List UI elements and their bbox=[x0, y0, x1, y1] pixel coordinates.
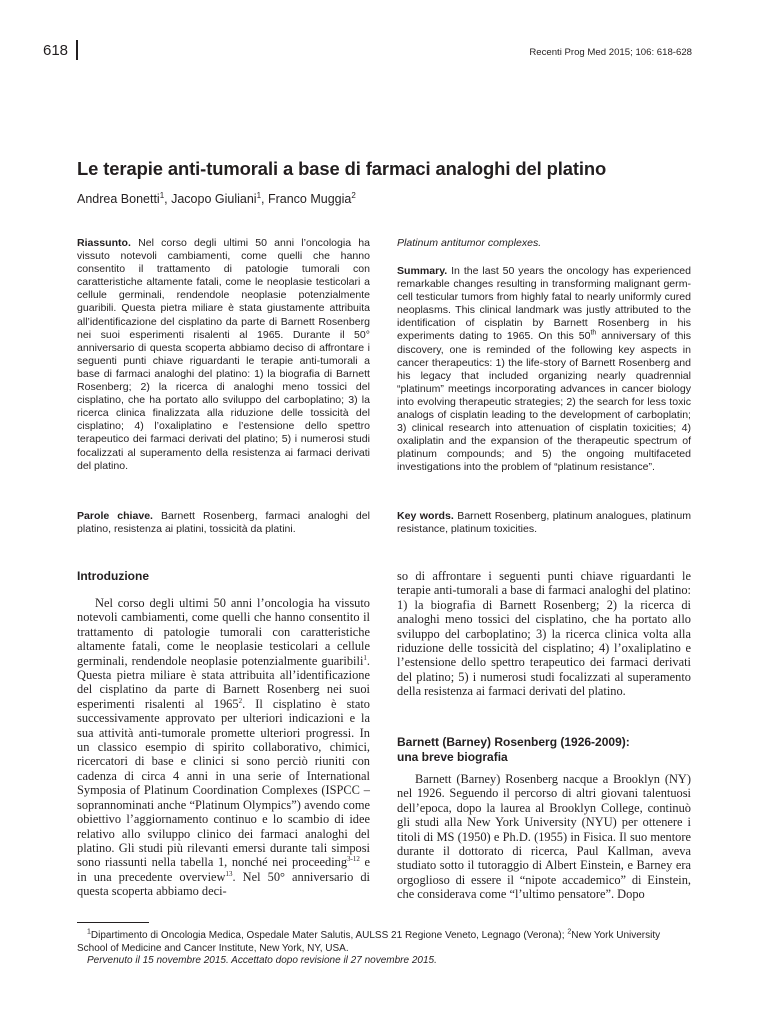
journal-reference: Recenti Prog Med 2015; 106: 618-628 bbox=[529, 47, 692, 58]
keywords-english bbox=[397, 510, 691, 536]
affiliation-text: Dipartimento di Oncologia Medica, Ospedale Mater Salutis, AULSS 21 Regione Veneto, Legnago (Verona); bbox=[90, 930, 568, 941]
biography-paragraph: Barnett (Barney) Rosenberg nacque a Brooklyn (NY) nel 1926. Seguendo il percorso di altri giovani talentuosi dell’epoca, dopo la laurea al Brooklyn College, continuò gli studi alla New York University (NYU) per ottenere i titoli di MS (1950) e Ph.D. (1955) in Fisica. Il suo mentore durante il dottorato di ricerca, Paul Kallman, aveva studiato sotto il tutoraggio di Albert Einstein, e Barney era orgoglioso di essere il “nipote accademico” di Einstein, che considerava come “l’ultimo pensatore”. Dopo bbox=[397, 772, 691, 902]
intro-text: . Questa pietra miliare è stata attribuita all’identificazione del cisplatino da parte di Barnett Rosenberg nei suoi esperimenti risalenti al 1965 bbox=[77, 653, 370, 711]
intro-continuation: so di affrontare i seguenti punti chiave riguardanti le terapie anti-tumorali a base di farmaci analoghi del platino: 1) la biografia di Barnett Rosenberg; 2) la ricerca di analoghi meno tossici del cisplatino, che ha portato allo sviluppo del carboplatino; 3) la ricerca clinica volta alla riduzione delle tossicità del cisplatino; 4) l’oxaliplatino e l’estensione dello spettro terapeutico dei farmaci derivati del platino; 5) i numerosi studi focalizzati al superamento della resistenza ai farmaci derivati del platino. bbox=[397, 569, 691, 699]
section-heading-introduction: Introduzione bbox=[77, 569, 149, 583]
keywords-text: Barnett Rosenberg, farmaci analoghi del platino, resistenza ai platini, tossicità da platini. bbox=[77, 510, 370, 536]
summary-text: In the last 50 years the oncology has experienced remarkable changes resulting in transforming malignant germ-cell testicular tumors from highly fatal to nearly uniformly cured neoplasms. This clinical landmark was justly attributed to the identification of cisplatin by Barnett Rosenberg in his experiments dating to 1965. On this 50 bbox=[397, 265, 692, 343]
author-name: Franco Muggia bbox=[267, 192, 352, 206]
article-title: Le terapie anti-tumorali a base di farmaci analoghi del platino bbox=[77, 158, 607, 179]
keywords-label: Key words. bbox=[397, 510, 454, 522]
affiliation-mark: 2 bbox=[567, 928, 572, 936]
heading-line: una breve biografia bbox=[397, 750, 508, 764]
summary-text-cont: anniversary of this discovery, one is reminded of the following key aspects in cancer therapeutics: 1) the life-story of Barnett Rosenberg and his legacy that included organizing nearly quadrennial “platinum” meetings incorporating advances in cancer biology into evolving therapeutic strategies; 2) the search for less toxic analogs of cisplatin leading to the development of carboplatin; 3) clinical research into attenuation of cisplatin toxicities; 4) oxaliplatin and the expansion of the therapeutic spectrum of platinum compounds; and 5) the ongoing multifaceted investigations into the problem of “platinum resistance”. bbox=[397, 330, 691, 474]
footnote-rule bbox=[77, 922, 149, 923]
author-separator: , bbox=[261, 192, 268, 206]
affiliation-mark: 2 bbox=[351, 190, 356, 200]
summary-label: Summary. bbox=[397, 265, 448, 277]
intro-text: e in una precedente overview bbox=[77, 855, 370, 884]
keywords-italian bbox=[77, 510, 370, 536]
keywords-label: Parole chiave. bbox=[77, 510, 153, 522]
abstract-label: Riassunto. bbox=[77, 237, 131, 249]
heading-line: Barnett (Barney) Rosenberg (1926-2009): bbox=[397, 735, 630, 749]
abstract-text: Nel corso degli ultimi 50 anni l’oncologia ha vissuto notevoli cambiamenti, come quelli che hanno consentito il trattamento di patologie tumorali con caratteristiche altamente fatali, come le neoplasie testicolari a cellule germinali, rendendole neoplasie potenzialmente guaribili. Questa pietra miliare è stata giustamente attribuita all’identificazione del cisplatino da parte di Barnett Rosenberg nei suoi esperimenti risalenti al 1965. Durante il 50° anniversario di questa scoperta abbiamo deciso di affrontare i seguenti punti chiave riguardanti le terapie anti-tumorali a base di farmaci analoghi del platino: 1) la biografia di Barnett Rosenberg; 2) la ricerca di analoghi meno tossici del cisplatino, che ha portato allo sviluppo del carboplatino; 3) la ricerca clinica finalizzata alla riduzione delle tossicità del cisplatino; 4) l’oxaliplatino e l’estensione dello spettro terapeutico dei farmaci derivati del platino; 5) i numerosi studi focalizzati al superamento della resistenza ai farmaci derivati del platino. bbox=[77, 237, 370, 472]
biography-text bbox=[397, 772, 691, 902]
author-name: Jacopo Giuliani bbox=[171, 192, 257, 206]
abstract-italian bbox=[77, 237, 370, 473]
author-name: Andrea Bonetti bbox=[77, 192, 160, 206]
affiliation-text: New York University School of Medicine and Cancer Institute, New York, NY, USA. bbox=[77, 930, 661, 954]
ordinal-suffix: th bbox=[590, 329, 597, 337]
author-separator: , bbox=[164, 192, 172, 206]
intro-text: Nel corso degli ultimi 50 anni l’oncologia ha vissuto notevoli cambiamenti, come quelli che hanno consentito il trattamento di patologie tumorali con caratteristiche altamente fatali, come le neoplasie testicolari a cellule germinali, rendendole neoplasie potenzialmente guaribili bbox=[77, 596, 370, 668]
page-number: 618 bbox=[43, 42, 69, 59]
author-list bbox=[77, 192, 677, 206]
introduction-text-right bbox=[397, 569, 691, 699]
received-date: Pervenuto il 15 novembre 2015. Accettato dopo revisione il 27 novembre 2015. bbox=[87, 955, 437, 966]
abstract-english bbox=[397, 265, 691, 475]
citation-ref[interactable]: 1 bbox=[363, 653, 367, 662]
header-rule bbox=[76, 40, 78, 60]
keywords-text: Barnett Rosenberg, platinum analogues, platinum resistance, platinum toxicities. bbox=[397, 510, 691, 536]
affiliation-mark: 1 bbox=[256, 190, 262, 200]
intro-text: . Nel 50° anniversario di questa scoperta abbiamo deci- bbox=[77, 869, 370, 899]
affiliation-mark: 1 bbox=[159, 190, 165, 200]
citation-ref[interactable]: 3-12 bbox=[347, 855, 360, 864]
affiliation-mark: 1 bbox=[87, 928, 91, 936]
citation-ref[interactable]: 13 bbox=[225, 869, 233, 878]
intro-text: . Il cisplatino è stato successivamente approvato per ulteriori indicazioni e la sua attività anti-tumorale promette ulteriori progressi. In un classico esempio di spirito collaborativo, chimici, ricercatori di base e clinici si sono perciò riuniti con cadenza di circa 4 anni in una serie of International Symposia of Platinum Coordination Complexes (ISPCC – soprannominati anche “Platinum Olympics”) avendo come obiettivo l’aggiornamento continuo e lo scambio di idee relativo allo sviluppo clinico dei farmaci analoghi del platino. Gli studi più rilevanti emersi durante tali simposi sono riassunti nella tabella 1, nonché nei proceeding bbox=[77, 696, 370, 870]
section-heading-biography bbox=[397, 735, 691, 765]
citation-ref[interactable]: 2 bbox=[238, 696, 243, 705]
english-title: Platinum antitumor complexes. bbox=[397, 237, 542, 249]
introduction-text-left bbox=[77, 596, 370, 899]
footnote bbox=[77, 930, 691, 968]
